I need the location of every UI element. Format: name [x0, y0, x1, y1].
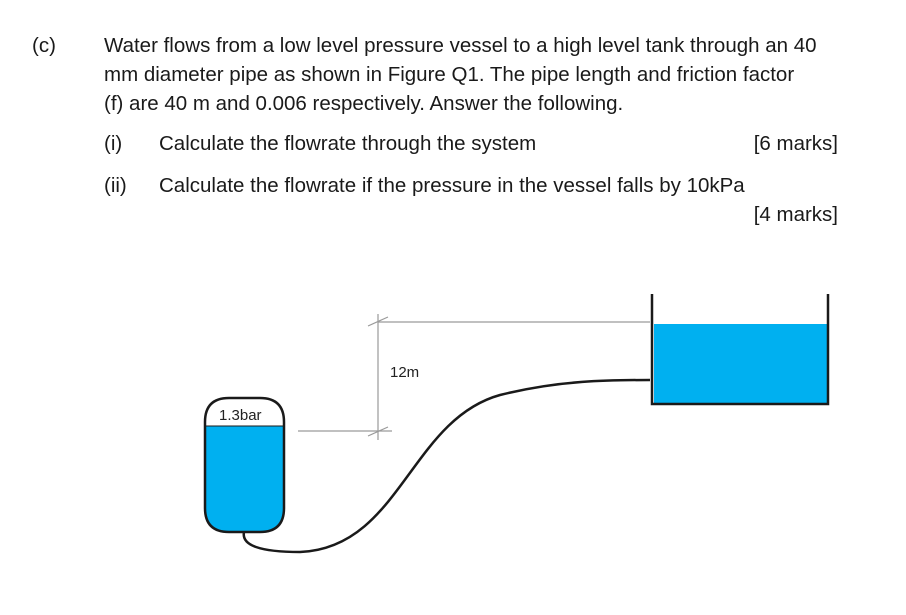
tank-water	[654, 324, 827, 403]
vessel-pressure-label: 1.3bar	[219, 407, 262, 424]
subquestion-ii-text: Calculate the flowrate if the pressure in the vessel falls by 10kPa	[159, 174, 745, 197]
vessel-water	[205, 426, 284, 532]
question-text-line-2: mm diameter pipe as shown in Figure Q1. The pipe length and friction factor	[104, 63, 795, 86]
question-text-line-1: Water flows from a low level pressure vessel to a high level tank through an 40	[104, 34, 817, 57]
subquestion-i-marks: [6 marks]	[753, 132, 838, 155]
height-label: 12m	[390, 364, 420, 381]
question-text-line-3: (f) are 40 m and 0.006 respectively. Answer the following.	[104, 92, 624, 115]
question-part-label: (c)	[32, 34, 56, 57]
pipe	[244, 380, 650, 552]
subquestion-i-text: Calculate the flowrate through the system	[159, 132, 537, 155]
subquestion-ii-marks: [4 marks]	[753, 203, 838, 226]
subquestion-ii-label: (ii)	[104, 174, 127, 197]
subquestion-i-label: (i)	[104, 132, 123, 155]
